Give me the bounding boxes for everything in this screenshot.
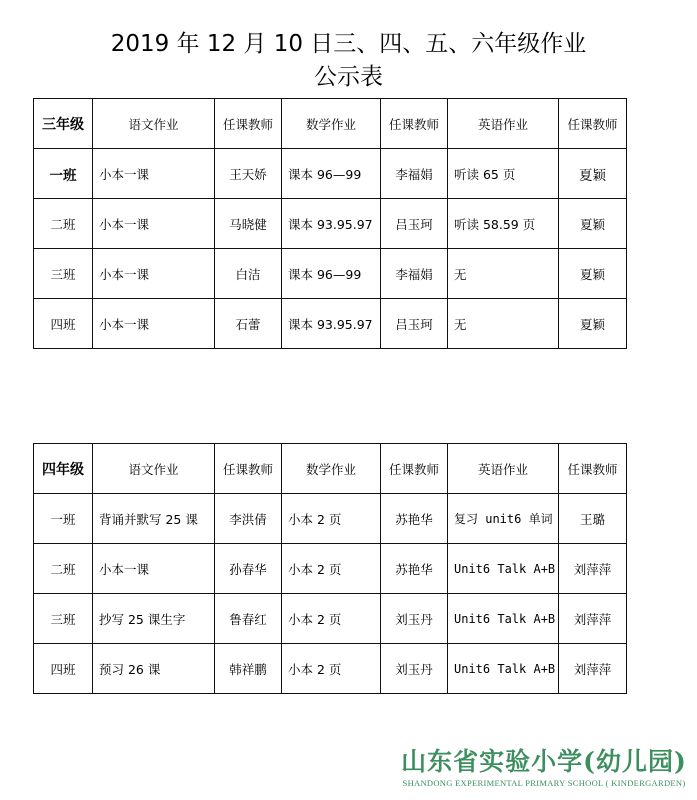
math-teacher: 吕玉珂 (381, 199, 448, 249)
math-teacher: 苏艳华 (381, 544, 448, 594)
english-homework: Unit6 Talk A+B (448, 594, 559, 644)
column-header: 任课教师 (559, 99, 627, 149)
table-row (34, 594, 627, 644)
english-teacher: 刘萍萍 (559, 644, 627, 694)
table-header-row (34, 99, 627, 149)
english-teacher: 夏颖 (559, 199, 627, 249)
math-homework: 小本 2 页 (282, 594, 381, 644)
english-homework: 无 (448, 249, 559, 299)
chinese-teacher: 鲁春红 (215, 594, 282, 644)
grade-label: 三年级 (34, 99, 93, 149)
table-row (34, 199, 627, 249)
math-homework: 课本 96—99 (282, 149, 381, 199)
math-teacher: 苏艳华 (381, 494, 448, 544)
table-row (34, 249, 627, 299)
chinese-homework: 小本一课 (93, 299, 215, 349)
column-header: 任课教师 (559, 444, 627, 494)
math-teacher: 李福娟 (381, 249, 448, 299)
table-row (34, 494, 627, 544)
chinese-homework: 小本一课 (93, 249, 215, 299)
math-homework: 课本 93.95.97 (282, 199, 381, 249)
column-header: 英语作业 (448, 444, 559, 494)
math-teacher: 李福娟 (381, 149, 448, 199)
chinese-homework: 小本一课 (93, 199, 215, 249)
grade4-homework-table (33, 443, 627, 694)
math-teacher: 吕玉珂 (381, 299, 448, 349)
english-teacher: 夏颖 (559, 299, 627, 349)
table-row (34, 299, 627, 349)
column-header: 任课教师 (215, 99, 282, 149)
column-header: 任课教师 (381, 99, 448, 149)
chinese-homework: 背诵并默写 25 课 (93, 494, 215, 544)
chinese-homework: 抄写 25 课生字 (93, 594, 215, 644)
column-header: 数学作业 (282, 444, 381, 494)
class-name: 一班 (34, 149, 93, 199)
grade-label: 四年级 (34, 444, 93, 494)
english-homework: 复习 unit6 单词 (448, 494, 559, 544)
chinese-teacher: 王天娇 (215, 149, 282, 199)
chinese-homework: 小本一课 (93, 544, 215, 594)
class-name: 一班 (34, 494, 93, 544)
math-homework: 课本 96—99 (282, 249, 381, 299)
column-header: 任课教师 (215, 444, 282, 494)
math-homework: 课本 93.95.97 (282, 299, 381, 349)
chinese-teacher: 孙春华 (215, 544, 282, 594)
english-teacher: 夏颖 (559, 249, 627, 299)
class-name: 四班 (34, 644, 93, 694)
english-homework: 无 (448, 299, 559, 349)
school-name-english: SHANDONG EXPERIMENTAL PRIMARY SCHOOL ( KINDERGARDEN) (402, 778, 686, 788)
class-name: 三班 (34, 249, 93, 299)
chinese-teacher: 石蕾 (215, 299, 282, 349)
table-row (34, 644, 627, 694)
table-row (34, 544, 627, 594)
column-header: 语文作业 (93, 444, 215, 494)
english-homework: Unit6 Talk A+B (448, 644, 559, 694)
english-homework: 听读 65 页 (448, 149, 559, 199)
math-homework: 小本 2 页 (282, 644, 381, 694)
column-header: 语文作业 (93, 99, 215, 149)
column-header: 数学作业 (282, 99, 381, 149)
class-name: 二班 (34, 544, 93, 594)
math-teacher: 刘玉丹 (381, 594, 448, 644)
math-homework: 小本 2 页 (282, 544, 381, 594)
chinese-teacher: 李洪倩 (215, 494, 282, 544)
math-homework: 小本 2 页 (282, 494, 381, 544)
english-teacher: 王璐 (559, 494, 627, 544)
chinese-teacher: 韩祥鹏 (215, 644, 282, 694)
english-teacher: 刘萍萍 (559, 544, 627, 594)
document-title-line2: 公示表 (314, 64, 383, 90)
class-name: 三班 (34, 594, 93, 644)
english-homework: 听读 58.59 页 (448, 199, 559, 249)
english-teacher: 刘萍萍 (559, 594, 627, 644)
school-name-chinese: 山东省实验小学(幼儿园) (401, 747, 687, 776)
grade3-homework-table (33, 98, 627, 349)
school-logo (395, 747, 693, 788)
document-title-line1: 2019 年 12 月 10 日三、四、五、六年级作业 (110, 31, 587, 57)
english-homework: Unit6 Talk A+B (448, 544, 559, 594)
table-row (34, 149, 627, 199)
class-name: 二班 (34, 199, 93, 249)
chinese-homework: 预习 26 课 (93, 644, 215, 694)
chinese-teacher: 马晓健 (215, 199, 282, 249)
math-teacher: 刘玉丹 (381, 644, 448, 694)
column-header: 任课教师 (381, 444, 448, 494)
chinese-homework: 小本一课 (93, 149, 215, 199)
column-header: 英语作业 (448, 99, 559, 149)
chinese-teacher: 白洁 (215, 249, 282, 299)
english-teacher: 夏颖 (559, 149, 627, 199)
class-name: 四班 (34, 299, 93, 349)
table-header-row (34, 444, 627, 494)
